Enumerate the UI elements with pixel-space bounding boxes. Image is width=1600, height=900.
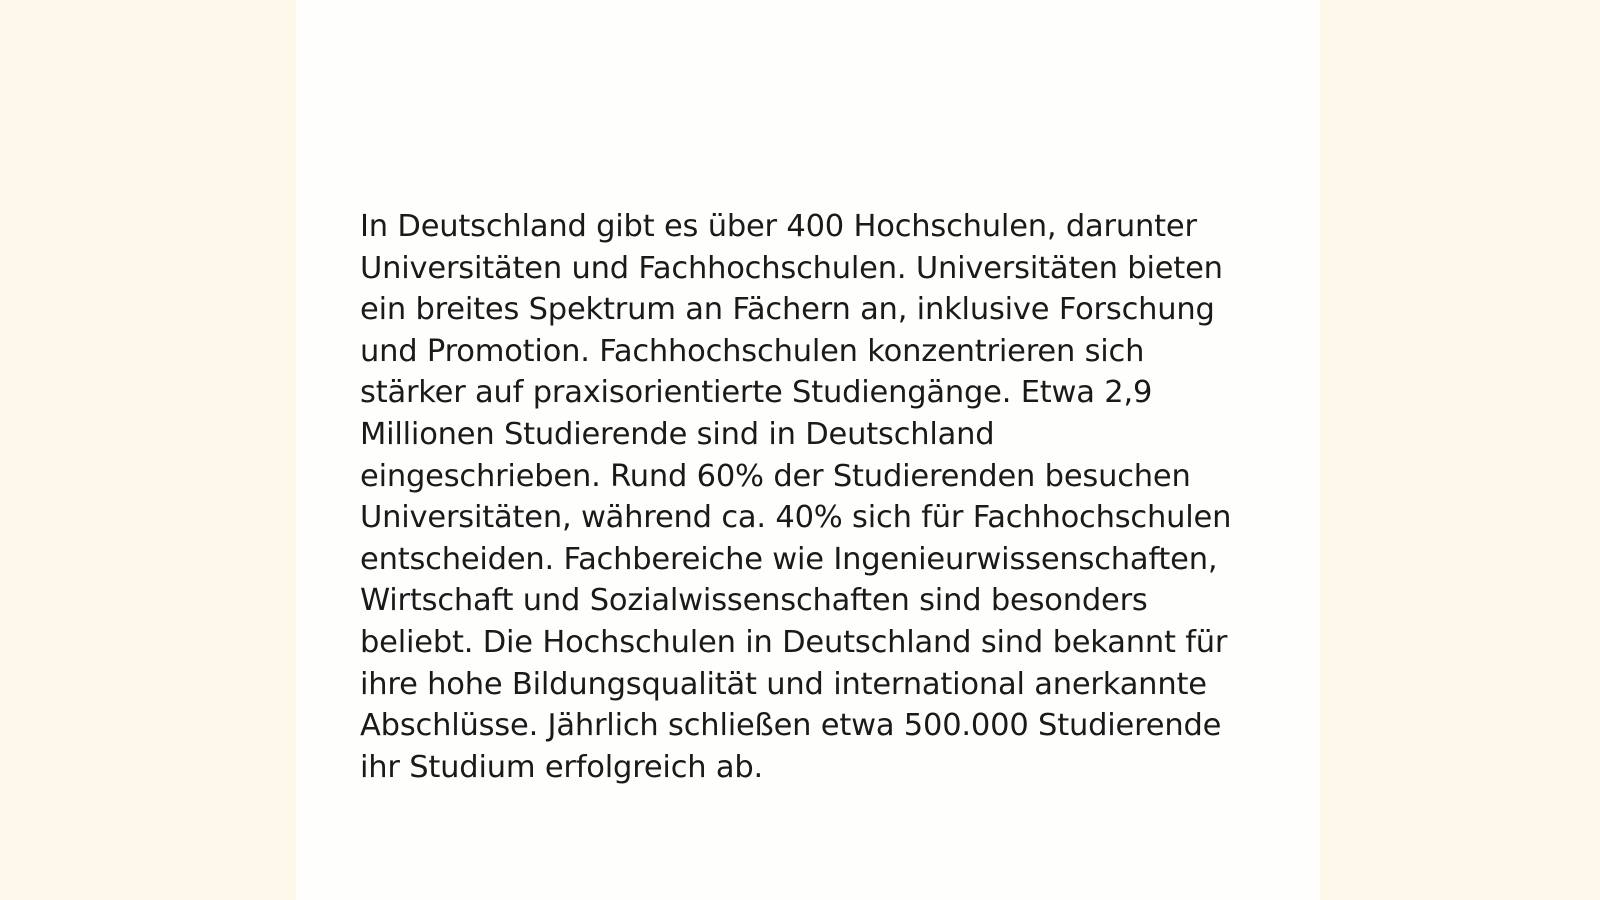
body-paragraph: In Deutschland gibt es über 400 Hochschulen, darunter Universitäten und Fachhochschulen. Universitäten bieten ein breites Spektrum an Fächern an, inklusive Forschung und Promotion. Fachhochschulen konzentrieren sich stärker auf praxisorientierte Studiengänge. Etwa 2,9 Millionen Studierende sind in Deutschland eingeschrieben. Rund 60% der Studierenden besuchen Universitäten, während ca. 40% sich für Fachhochschulen entscheiden. Fachbereiche wie Ingenieurwissenschaften, Wirtschaft und Sozialwissenschaften sind besonders beliebt. Die Hochschulen in Deutschland sind bekannt für ihre hohe Bildungsqualität und international anerkannte Abschlüsse. Jährlich schließen etwa 500.000 Studierende ihr Studium erfolgreich ab.	[360, 209, 1232, 785]
document-page	[296, 0, 1320, 900]
